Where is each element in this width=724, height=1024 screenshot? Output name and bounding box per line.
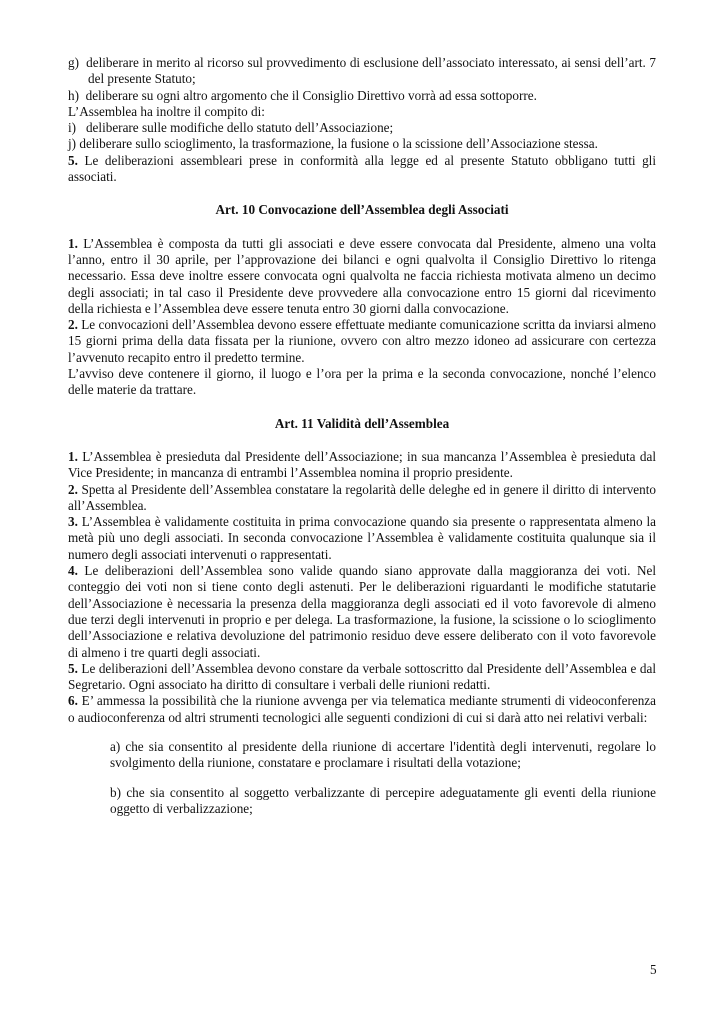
paragraph-number: 3. <box>68 514 78 530</box>
paragraph-number: 2. <box>68 317 78 333</box>
item-marker: j) <box>68 136 77 152</box>
item-text: deliberare sullo scioglimento, la trasformazione, la fusione o la scissione dell’Associazione stessa. <box>79 136 598 152</box>
article-11-heading: Art. 11 Validità dell’Assemblea <box>274 415 450 431</box>
art10-paragraph-notice: L’avviso deve contenere il giorno, il luogo e l’ora per la prima e la seconda convocazione, nonché l’elenco delle materie da trattare. <box>68 366 656 398</box>
art11-paragraph-4 <box>68 563 656 661</box>
list-item-j <box>68 136 656 152</box>
page-number: 5 <box>650 962 657 977</box>
paragraph-number: 1. <box>68 235 78 251</box>
art10-paragraph-2 <box>68 317 656 366</box>
paragraph-text: Le convocazioni dell’Assemblea devono essere effettuate mediante comunicazione scritta da inviarsi almeno 15 giorni prima della data fissata per la riunione, ovvero con altro mezzo idoneo ad assicurare con certezza l’avvenuto recapito entro il predetto termine. <box>68 317 657 365</box>
paragraph-number: 6. <box>68 693 78 709</box>
paragraph-text: L’Assemblea è presieduta dal Presidente dell’Associazione; in sua mancanza l’Assemblea è presieduta dal Vice Presidente; in mancanza di entrambi l’Assemblea nomina il proprio presidente. <box>68 448 657 481</box>
art11-paragraph-2 <box>68 482 656 515</box>
paragraph-number: 5. <box>68 660 78 676</box>
paragraph-number: 1. <box>68 448 78 464</box>
list-item-h <box>68 88 656 104</box>
item-marker: g) <box>68 55 79 70</box>
document-page <box>68 55 656 817</box>
art11-paragraph-1 <box>68 449 656 482</box>
paragraph-number: 5. <box>68 152 78 168</box>
item-text: deliberare su ogni altro argomento che il Consiglio Direttivo vorrà ad essa sottoporre. <box>85 87 537 103</box>
condition-b: b) che sia consentito al soggetto verbalizzante di percepire adeguatamente gli eventi della riunione oggetto di verbalizzazione; <box>110 784 656 816</box>
paragraph-text: Le deliberazioni dell’Assemblea devono constare da verbale sottoscritto dal Presidente dell’Assemblea e dal Segretario. Ogni associato ha diritto di consultare i verbali delle riunioni redatti. <box>68 660 656 693</box>
article-10-heading: Art. 10 Convocazione dell’Assemblea degli Associati <box>215 202 509 218</box>
assembly-intro: L’Assemblea ha inoltre il compito di: <box>68 103 265 119</box>
paragraph-text: Spetta al Presidente dell’Assemblea constatare la regolarità delle deleghe ed in genere il diritto di intervento all’Assemblea. <box>68 481 656 513</box>
paragraph-text: L’Assemblea è validamente costituita in prima convocazione quando sia presente o rappresentata almeno la metà più uno degli associati. In seconda convocazione l’Assemblea è validamente costituita qualunque sia il numero degli associati intervenuti o rappresentati. <box>68 514 656 562</box>
list-item-i <box>68 120 656 136</box>
paragraph-text: Le deliberazioni assembleari prese in conformità alla legge ed al presente Statuto obbligano tutti gli associati. <box>68 152 657 185</box>
paragraph-5 <box>68 153 656 186</box>
item-marker: i) <box>68 120 77 136</box>
list-item-g <box>68 55 656 88</box>
art11-paragraph-5 <box>68 661 656 694</box>
paragraph-number: 2. <box>68 481 78 497</box>
condition-a: a) che sia consentito al presidente della riunione di accertare l'identità degli intervenuti, regolare lo svolgimento della riunione, constatare e proclamare i risultati della votazione; <box>110 738 656 771</box>
item-marker: h) <box>68 87 79 103</box>
art11-paragraph-3 <box>68 514 656 563</box>
paragraph-text: L’Assemblea è composta da tutti gli associati e deve essere convocata dal Presidente, almeno una volta l’anno, entro il 30 aprile, per l’approvazione dei bilanci e ogni qualvolta il Consiglio Direttivo lo ritenga necessario. Essa deve inoltre essere convocata ogni qualvolta ne faccia richiesta motivata almeno un decimo degli associati; in tal caso il Presidente deve provvedere alla convocazione entro 15 giorni dal ricevimento della richiesta e l’Assemblea deve essere tenuta entro 30 giorni dalla convocazione. <box>68 235 657 316</box>
art11-paragraph-6 <box>68 693 656 726</box>
art10-paragraph-1 <box>68 236 656 317</box>
paragraph-number: 4. <box>68 563 78 579</box>
item-text: deliberare in merito al ricorso sul provvedimento di esclusione dell’associato interessato, ai sensi dell’art. 7 del presente Statuto; <box>86 55 656 87</box>
paragraph-text: Le deliberazioni dell’Assemblea sono valide quando siano approvate dalla maggioranza dei voti. Nel conteggio dei voti non si tiene conto degli astenuti. Per le deliberazioni riguardanti le modifiche statutarie dell’Associazione è necessaria la presenza della maggioranza degli associati ed il voto favorevole di almeno due terzi degli intervenuti in proprio e per delega. La trasformazione, la fusione, la scissione o lo scioglimento dell’Associazione e relativa devoluzione del patrimonio residuo deve essere deliberato con il voto favorevole di almeno i tre quarti degli associati. <box>68 563 657 660</box>
paragraph-text: E’ ammessa la possibilità che la riunione avvenga per via telematica mediante strumenti di videoconferenza o audioconferenza od altri strumenti tecnologici alle seguenti condizioni di cui si darà atto nei relativi verbali: <box>68 693 657 725</box>
item-text: deliberare sulle modifiche dello statuto dell’Associazione; <box>85 120 394 136</box>
